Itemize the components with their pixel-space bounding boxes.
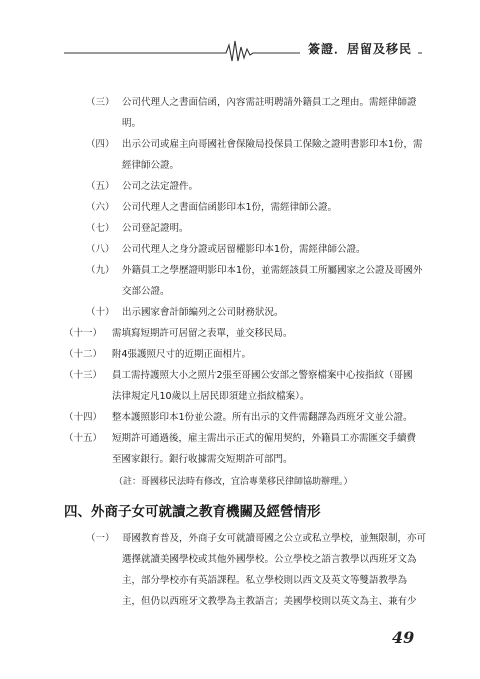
item-number: （五） [86,181,115,192]
item-number: （十二） [64,349,103,360]
item-text: 經律師公證。 [122,160,180,171]
footnote: （註：哥國移民法時有修改，宜洽專業移民律師協助辦理。） [114,477,353,487]
paragraph-line: 主，但仍以西班牙文教學為主教語言；美國學校則以英文為主、兼有少 [122,596,417,607]
item-text: 明。 [122,118,142,129]
header-title: 簽證．居留及移民 [308,42,413,56]
item-text: 交部公證。 [122,286,170,297]
item-text: 外籍員工之學歷證明影印本1份，並需經該員工所屬國家之公證及哥國外 [122,265,423,276]
item-number: （六） [86,202,115,213]
paragraph-line: 哥國教育普及，外商子女可就讀哥國之公立或私立學校，並無限制，亦可 [122,533,427,544]
item-number: （八） [86,244,115,255]
item-number: （十一） [64,328,103,339]
page-header [0,36,480,66]
item-text: 公司代理人之身分證或居留權影印本1份，需經律師公證。 [122,244,366,255]
item-number: （三） [86,97,115,108]
item-number: （七） [86,223,115,234]
item-text: 出示公司或雇主向哥國社會保險局投保員工保險之證明書影印本1份，需 [122,139,423,150]
item-text: 公司代理人之書面信函，內容需註明聘請外籍員工之理由。需經律師證 [122,97,417,108]
item-text: 公司代理人之書面信函影印本1份，需經律師公證。 [122,202,338,213]
paragraph-line: 選擇就讀美國學校或其他外國學校。公立學校之語言教學以西班牙文為 [122,554,417,565]
item-text: 至國家銀行。銀行收據需交短期許可部門。 [112,454,293,465]
item-text: 附4張護照尺寸的近期正面相片。 [112,349,252,360]
item-number: （十四） [64,412,103,423]
page-number: 49 [392,628,415,647]
item-text: 法律規定凡10歲以上居民即須建立指紋檔案）。 [112,391,310,402]
item-text: 整本護照影印本1份並公證。所有出示的文件需翻譯為西班牙文並公證。 [112,412,413,423]
item-text: 短期許可通過後，雇主需出示正式的僱用契約，外籍員工亦需匯交手續費 [112,433,417,444]
paragraph-line: 主，部分學校亦有英語課程。私立學校則以西文及英文等雙語教學為 [122,575,408,586]
item-number: （四） [86,139,115,150]
item-text: 公司之法定證件。 [122,181,199,192]
item-number: （十） [86,307,115,318]
item-text: 員工需持護照大小之照片2張至哥國公安部之警察檔案中心按指紋（哥國 [112,370,413,381]
item-number: （九） [86,265,115,276]
item-number: （一） [86,533,115,544]
item-text: 公司登記證明。 [122,223,189,234]
item-number: （十三） [64,370,103,381]
item-text: 出示國家會計師編列之公司財務狀況。 [122,307,284,318]
item-text: 需填寫短期許可居留之表單，並交移民局。 [112,328,293,339]
section-heading: 四、外商子女可就讀之教育機關及經營情形 [64,504,321,520]
item-number: （十五） [64,433,103,444]
